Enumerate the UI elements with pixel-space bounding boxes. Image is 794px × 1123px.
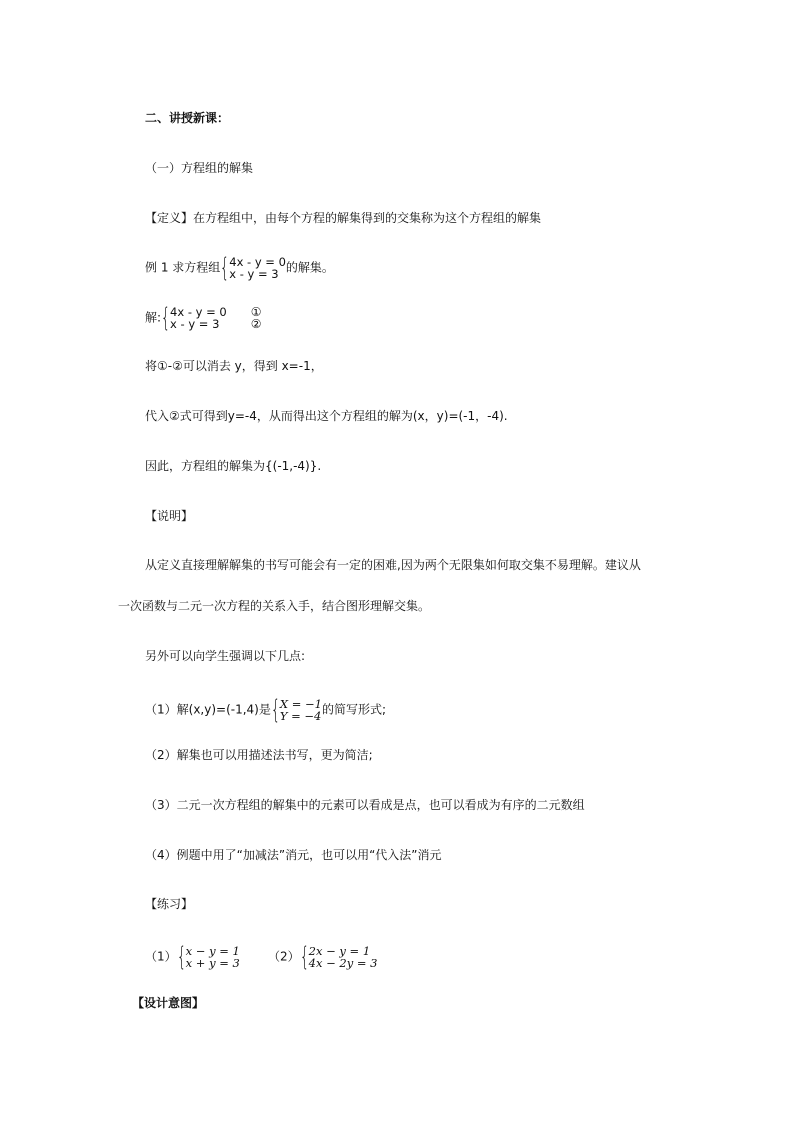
example-equation-system: { 4x - y = 0 x - y = 3 [220,253,286,283]
point-1-eq1: X = −1 [279,697,322,711]
point-2: （2）解集也可以用描述法书写，更为简洁; [145,748,373,762]
note-line-2: 一次函数与二元一次方程的关系入手，结合图形理解交集。 [118,599,431,613]
practice-item-2 [268,944,377,970]
example-eq1: 4x - y = 0 [229,255,286,269]
equation-mark-2: ② [250,317,262,331]
point-1 [145,697,386,723]
note-line-1: 从定义直接理解解集的书写可能会有一定的困难,因为两个无限集如何取交集不易理解。建议从 [145,558,641,572]
practice-1-equation-system: { x − y = 1 x + y = 3 [176,942,240,972]
practice-2-equation-system: { 2x − y = 1 4x − 2y = 3 [299,942,378,972]
practice-1-label: （1） [145,949,177,964]
solution-equation-system: { 4x - y = 0 x - y = 3 ① ② [161,303,262,333]
note-heading: 【说明】 [145,509,194,523]
solution-prefix: 解: [145,310,162,325]
point-4: （4）例题中用了“加减法”消元，也可以用“代入法”消元 [145,848,442,862]
practice-2-label: （2） [268,949,300,964]
point-1-equation-system: { X = −1 Y = −4 [270,695,322,725]
definition-text: 【定义】在方程组中，由每个方程的解集得到的交集称为这个方程组的解集 [145,211,542,225]
point-1-prefix: （1）解(x,y)=(-1,4)是 [145,702,271,717]
practice-1-eq2: x + y = 3 [185,956,240,970]
emphasis-intro: 另外可以向学生强调以下几点: [145,649,306,663]
step-3: 因此，方程组的解集为{(-1,-4)}. [145,459,322,473]
step-2: 代入②式可得到y=-4，从而得出这个方程组的解为(x，y)=(-1，-4). [145,409,508,423]
example-1 [145,255,334,281]
example-eq2: x - y = 3 [229,267,279,281]
example-suffix: 的解集。 [285,260,334,275]
design-heading: 【设计意图】 [132,996,205,1010]
point-1-suffix: 的简写形式; [321,702,386,717]
equation-mark-1: ① [250,305,262,319]
practice-2-eq2: 4x − 2y = 3 [308,956,378,970]
practice-item-1 [145,944,240,970]
point-1-eq2: Y = −4 [279,709,322,723]
solution-eq1: 4x - y = 0 [170,305,227,319]
example-prefix: 例 1 求方程组 [145,260,221,275]
solution-block [145,305,261,331]
practice-2-eq1: 2x − y = 1 [308,944,371,958]
point-3: （3）二元一次方程组的解集中的元素可以看成是点，也可以看成为有序的二元数组 [145,798,585,812]
step-1: 将①-②可以消去 y，得到 x=-1， [145,359,323,373]
solution-eq2: x - y = 3 [170,317,220,331]
practice-heading: 【练习】 [145,897,194,911]
subsection-title: （一）方程组的解集 [145,161,254,175]
practice-1-eq1: x − y = 1 [185,944,240,958]
section-title: 二、讲授新课： [145,111,230,125]
